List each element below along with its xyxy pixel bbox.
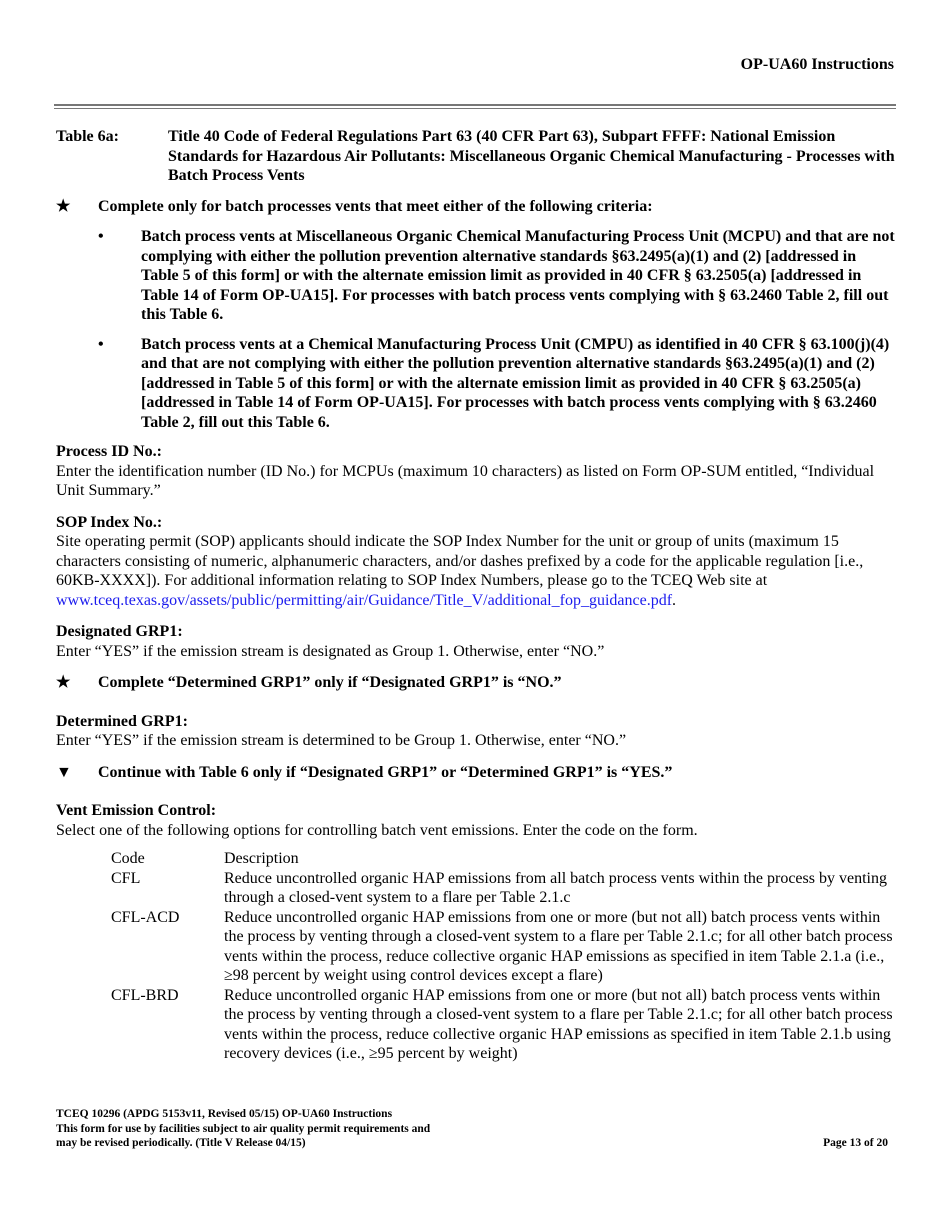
page-header-title: OP-UA60 Instructions: [740, 56, 894, 73]
section-text: [56, 532, 896, 610]
footer-line: may be revised periodically. (Title V Release 04/15): [56, 1137, 306, 1149]
code-cell: CFL: [111, 869, 141, 887]
star-icon: ★: [56, 674, 71, 691]
column-header-description: Description: [224, 850, 299, 867]
table-label: Table 6a:: [56, 128, 119, 145]
section-text: Select one of the following options for controlling batch vent emissions. Enter the code on the form.: [56, 821, 698, 839]
triangle-down-icon: ▼: [56, 763, 72, 781]
section-text: Enter “YES” if the emission stream is designated as Group 1. Otherwise, enter “NO.”: [56, 642, 605, 660]
description-cell: Reduce uncontrolled organic HAP emissions from all batch process vents within the process by venting through a closed-vent system to a flare per Table 2.1.c: [224, 869, 887, 906]
star-icon: ★: [56, 197, 71, 215]
list-item-text: Batch process vents at a Chemical Manufacturing Process Unit (CMPU) as identified in 40 CFR § 63.100(j)(4) and that are not complying with either the pollution prevention alternative standards §63.2495(a)(1) and (2) [addressed in Table 5 of this form] or with the alternate emission limit as provided in 40 CFR § 63.2505(a) [addressed in Table 14 of Form OP-UA15]. For processes with batch process vents complying with § 63.2460 Table 2, fill out this Table 6.: [141, 335, 890, 431]
list-item: [98, 227, 896, 325]
sop-text-end: .: [672, 591, 677, 609]
document-body: [56, 127, 896, 1064]
determined-note: [56, 673, 896, 693]
list-item: [98, 335, 896, 433]
code-cell: CFL-ACD: [111, 908, 180, 926]
sop-index-section: [56, 513, 896, 611]
section-text: Enter “YES” if the emission stream is determined to be Group 1. Otherwise, enter “NO.”: [56, 732, 627, 749]
footer-line: TCEQ 10296 (APDG 5153v11, Revised 05/15) OP-UA60 Instructions: [56, 1108, 393, 1120]
criteria-note: [56, 197, 896, 217]
bullet-icon: •: [98, 228, 104, 245]
table-heading: [56, 127, 896, 186]
code-cell: CFL-BRD: [111, 986, 179, 1004]
guidance-link[interactable]: www.tceq.texas.gov/assets/public/permitting/air/Guidance/Title_V/additional_fop_guidance.pdf: [56, 591, 673, 609]
section-title: Vent Emission Control:: [56, 802, 217, 819]
section-title: Determined GRP1:: [56, 712, 188, 730]
description-cell: Reduce uncontrolled organic HAP emissions from one or more (but not all) batch process vents within the process by venting through a closed-vent system to a flare per Table 2.1.c; for all other batch process vents within the process, reduce collective organic HAP emissions as specified in item Table 2.1.a (i.e., ≥98 percent by weight using control devices except a flare): [224, 908, 893, 984]
description-cell: Reduce uncontrolled organic HAP emissions from one or more (but not all) batch process vents within the process by venting through a closed-vent system to a flare per Table 2.1.c; for all other batch process vents within the process, reduce collective organic HAP emissions as specified in item Table 2.1.b using recovery devices (i.e., ≥95 percent by weight): [224, 986, 893, 1062]
determined-note-text: Complete “Determined GRP1” only if “Designated GRP1” is “NO.”: [98, 674, 562, 691]
designated-grp1-section: [56, 622, 896, 661]
header-divider: [54, 104, 896, 109]
section-title: Process ID No.:: [56, 443, 162, 460]
table-row: [111, 986, 896, 1064]
list-item-text: Batch process vents at Miscellaneous Organic Chemical Manufacturing Process Unit (MCPU) and that are not complying with either the pollution prevention alternative standards §63.2495(a)(1) and (2) [addressed in Table 5 of this form] or with the alternate emission limit as provided in 40 CFR § 63.2505(a) [addressed in Table 14 of Form OP-UA15]. For processes with batch process vents complying with § 63.2460 Table 2, fill out this Table 6.: [141, 228, 895, 323]
footer-line: This form for use by facilities subject to air quality permit requirements and: [56, 1122, 431, 1135]
section-title: Designated GRP1:: [56, 623, 183, 640]
table-row: [111, 869, 896, 908]
vent-emission-section: [56, 801, 896, 1064]
bullet-icon: •: [98, 335, 104, 353]
code-table: [111, 849, 896, 1064]
continue-note-text: Continue with Table 6 only if “Designated GRP1” or “Determined GRP1” is “YES.”: [98, 763, 673, 781]
process-id-section: [56, 442, 896, 501]
criteria-note-text: Complete only for batch processes vents that meet either of the following criteria:: [98, 197, 653, 215]
table-row: [111, 908, 896, 986]
section-title: SOP Index No.:: [56, 513, 163, 531]
determined-grp1-section: [56, 712, 896, 751]
sop-text: Site operating permit (SOP) applicants should indicate the SOP Index Number for the unit or group of units (maximum 15 characters consisting of numeric, alphanumeric characters, and/or dashes prefixed by a code for the applicable regulation [i.e., 60KB-XXXX]). For additional information relating to SOP Index Numbers, please go to the TCEQ Web site at: [56, 533, 864, 589]
criteria-list: [56, 227, 896, 432]
column-header-code: Code: [111, 850, 145, 867]
page-number: Page 13 of 20: [823, 1137, 888, 1149]
table-title: Title 40 Code of Federal Regulations Part 63 (40 CFR Part 63), Subpart FFFF: National Emission Standards for Hazardous Air Pollutants: Miscellaneous Organic Chemical Manufacturing - Processes with Batch Process Vents: [168, 128, 895, 184]
page-footer: [56, 1107, 888, 1151]
continue-note: [56, 763, 896, 783]
code-table-header: [111, 849, 896, 869]
section-text: Enter the identification number (ID No.) for MCPUs (maximum 10 characters) as listed on Form OP-SUM entitled, “Individual Unit Summary.”: [56, 462, 875, 499]
